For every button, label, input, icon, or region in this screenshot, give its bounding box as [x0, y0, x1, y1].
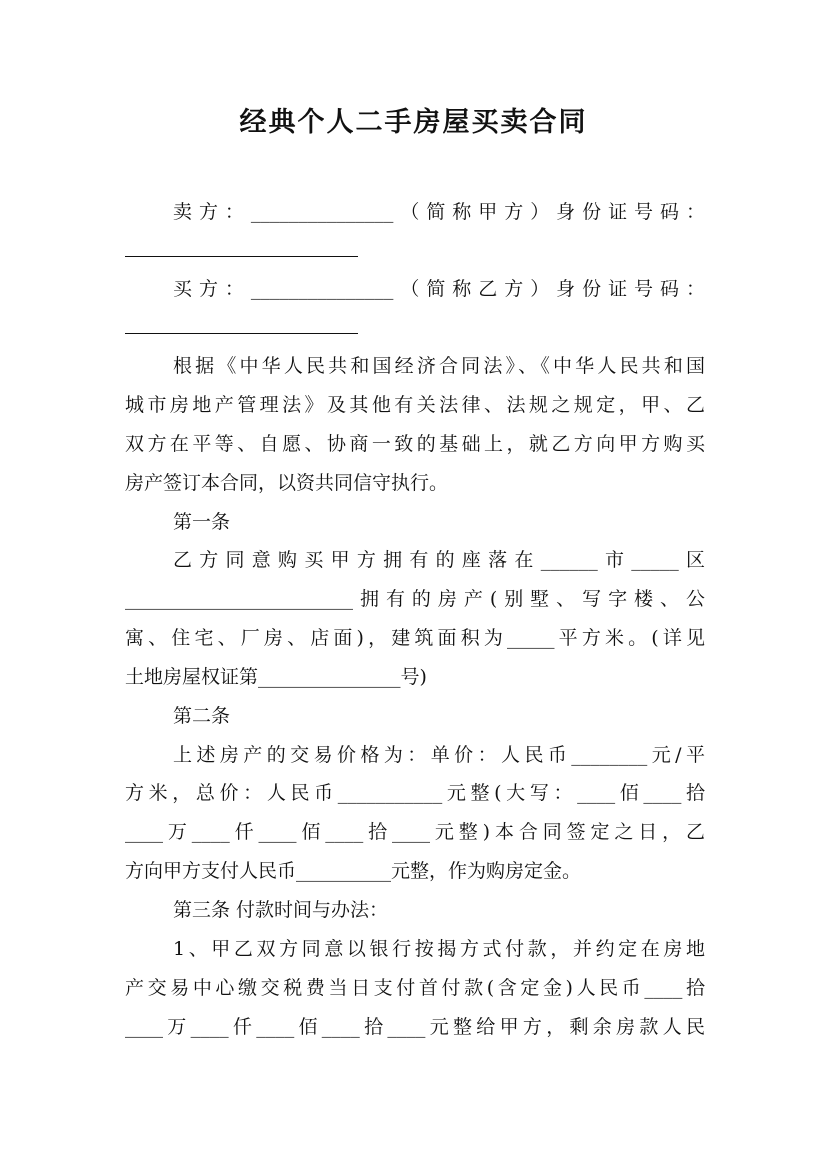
paragraph-line: 乙方同意购买甲方拥有的座落在______市_____区 — [173, 549, 705, 571]
paragraph-line: 双方在平等、自愿、协商一致的基础上，就乙方向甲方购买 — [125, 433, 705, 455]
paragraph-line: 1、甲乙双方同意以银行按揭方式付款，并约定在房地 — [173, 938, 705, 960]
paragraph-line: 上述房产的交易价格为：单价：人民币________元/平 — [173, 744, 705, 766]
article-heading: 第一条 — [173, 511, 231, 533]
paragraph-line: ____万____仟____佰____拾____元整给甲方，剩余房款人民 — [125, 1016, 705, 1038]
paragraph-line: ________________________拥有的房产(别墅、写字楼、公 — [125, 588, 705, 610]
paragraph-line: ____万____仟____佰____拾____元整)本合同签定之日，乙 — [125, 821, 705, 843]
seller-id-blank — [125, 256, 358, 257]
paragraph-line: 城市房地产管理法》及其他有关法律、法规之规定，甲、乙 — [125, 394, 705, 416]
paragraph-line: 方向甲方支付人民币__________元整，作为购房定金。 — [125, 860, 582, 882]
paragraph-line: 土地房屋权证第_______________号) — [125, 666, 427, 688]
article-heading: 第二条 — [173, 705, 231, 727]
paragraph-line: 寓、住宅、厂房、店面)，建筑面积为_____平方米。(详见 — [125, 627, 705, 649]
buyer-id-blank — [125, 333, 358, 334]
buyer-line: 买方：_______________（简称乙方）身份证号码： — [173, 278, 705, 300]
page-title: 经典个人二手房屋买卖合同 — [239, 107, 588, 138]
paragraph-line: 根据《中华人民共和国经济合同法》、《中华人民共和国 — [173, 355, 705, 377]
paragraph-line: 房产签订本合同，以资共同信守执行。 — [125, 472, 449, 494]
article-heading: 第三条 付款时间与办法： — [173, 899, 389, 921]
paragraph-line: 产交易中心缴交税费当日支付首付款(含定金)人民币____拾 — [125, 977, 705, 999]
seller-line: 卖方：_______________（简称甲方）身份证号码： — [173, 201, 705, 223]
paragraph-line: 方米，总价：人民币___________元整(大写：____佰____拾 — [125, 782, 705, 804]
